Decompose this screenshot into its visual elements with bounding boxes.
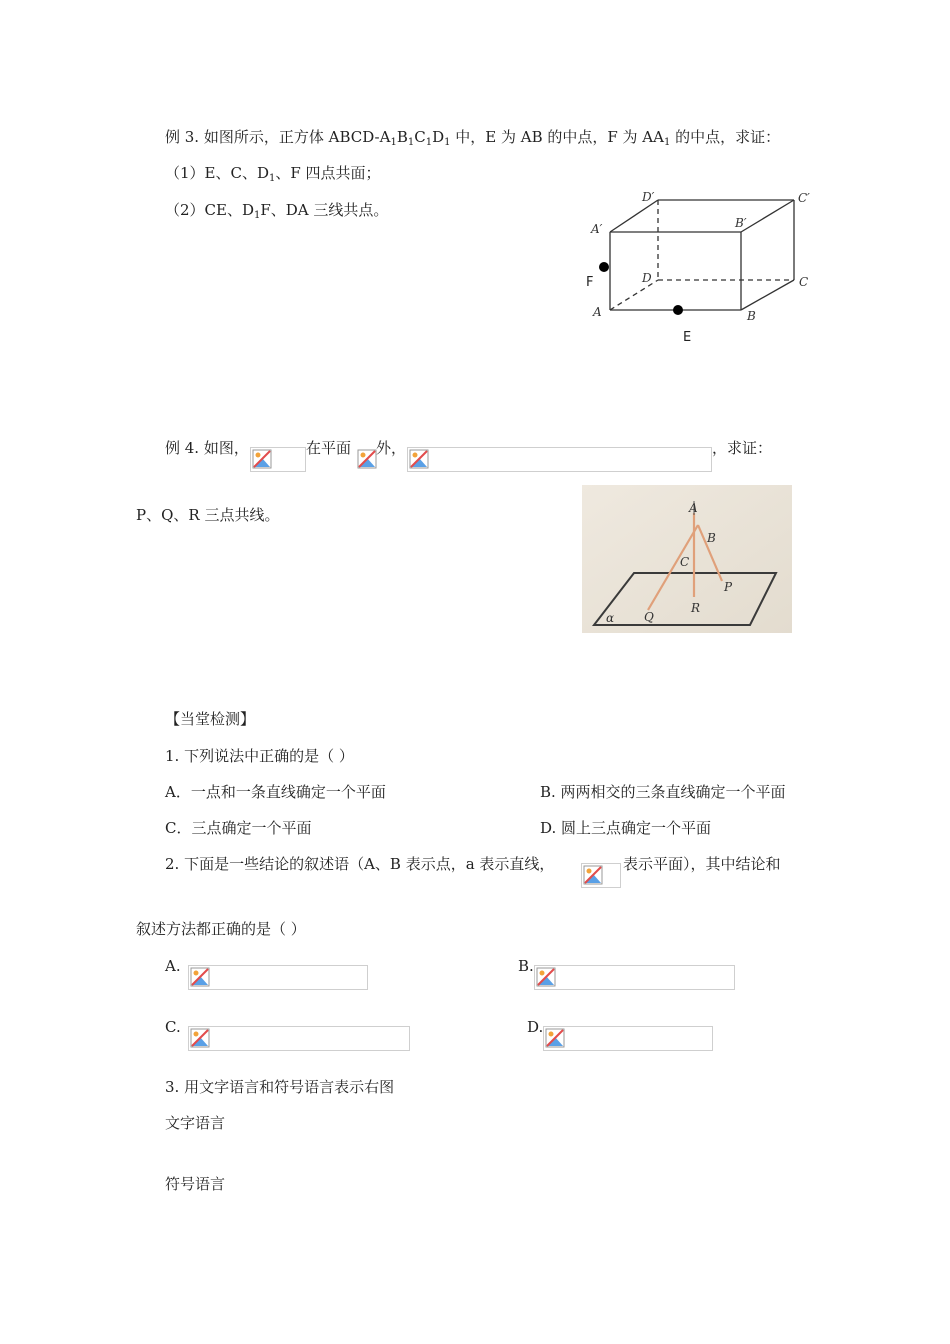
photo-label-p: P	[724, 580, 733, 594]
q3-symbol-language: 符号语言	[165, 1175, 226, 1193]
q1-option-d: D. 圆上三点确定一个平面	[540, 819, 712, 837]
q2-option-d-image	[543, 1026, 713, 1051]
example3-intro: 例 3. 如图所示，正方体 ABCD-$A_1B_1C_1D_1$ 中，E 为 AB 的中点，F 为 $AA_1$ 的中点，求证：	[165, 128, 781, 148]
example4-mid1: 在平面	[306, 439, 352, 457]
broken-image-alpha	[581, 863, 621, 888]
q2-option-b-image	[534, 965, 735, 990]
photo-label-b: B	[707, 531, 716, 545]
broken-image-icon	[583, 865, 603, 885]
broken-image-3	[407, 447, 712, 472]
broken-image-icon	[536, 967, 556, 987]
broken-image-icon	[409, 449, 429, 469]
q1-option-a: A．一点和一条直线确定一个平面	[165, 783, 386, 801]
point-e	[673, 305, 683, 315]
label-a-prime: A′	[591, 222, 603, 236]
broken-image-icon	[190, 967, 210, 987]
point-f	[599, 262, 609, 272]
example4-line2: P、Q、R 三点共线。	[136, 506, 280, 524]
q2-option-d-label: D.	[527, 1018, 544, 1036]
check-heading: 【当堂检测】	[165, 710, 256, 728]
q3-stem: 3. 用文字语言和符号语言表示右图	[165, 1078, 395, 1096]
label-d: D	[642, 271, 652, 285]
plane-lines-photo	[582, 485, 792, 633]
broken-image-icon	[252, 449, 272, 469]
q1-stem: 1. 下列说法中正确的是（ ）	[165, 747, 354, 765]
q2-option-c-image	[188, 1026, 410, 1051]
example3-item2: （2）CE、$D_1F$、DA 三线共点。	[165, 201, 389, 221]
photo-label-a: A	[689, 501, 698, 515]
example4-prefix: 例 4. 如图，	[165, 439, 249, 457]
broken-image-icon	[357, 449, 377, 469]
q2-stem-pre: 2. 下面是一些结论的叙述语（A、B 表示点，a 表示直线，	[165, 855, 555, 873]
photo-label-q: Q	[644, 610, 654, 624]
q2-option-a-label: A.	[165, 957, 181, 975]
label-c: C	[799, 275, 809, 289]
q2-stem-line2: 叙述方法都正确的是（ ）	[136, 920, 306, 938]
broken-image-1	[250, 447, 306, 472]
cube-figure	[580, 185, 830, 355]
q2-option-a-image	[188, 965, 368, 990]
q1-option-c: C．三点确定一个平面	[165, 819, 312, 837]
label-b-prime: B′	[735, 216, 747, 230]
label-b: B	[747, 309, 756, 323]
broken-image-icon	[190, 1028, 210, 1048]
label-d-prime: D′	[642, 190, 655, 204]
q1-option-b: B. 两两相交的三条直线确定一个平面	[540, 783, 786, 801]
broken-image-icon	[545, 1028, 565, 1048]
example3-item1: （1）E、C、$D_1$、F 四点共面；	[165, 164, 381, 184]
label-c-prime: C′	[798, 191, 810, 205]
example4-suffix: ，求证：	[712, 439, 773, 457]
label-f: F	[586, 275, 594, 290]
broken-image-2	[355, 447, 377, 472]
label-a: A	[593, 305, 602, 319]
photo-label-c: C	[680, 555, 690, 569]
q2-stem-post: 表示平面），其中结论和	[623, 855, 781, 873]
q2-option-c-label: C.	[165, 1018, 181, 1036]
photo-label-r: R	[691, 601, 701, 615]
label-e: E	[683, 330, 692, 345]
example4-mid2: 外，	[376, 439, 407, 457]
photo-label-alpha: α	[606, 611, 615, 625]
q3-text-language: 文字语言	[165, 1114, 226, 1132]
q2-option-b-label: B.	[518, 957, 534, 975]
